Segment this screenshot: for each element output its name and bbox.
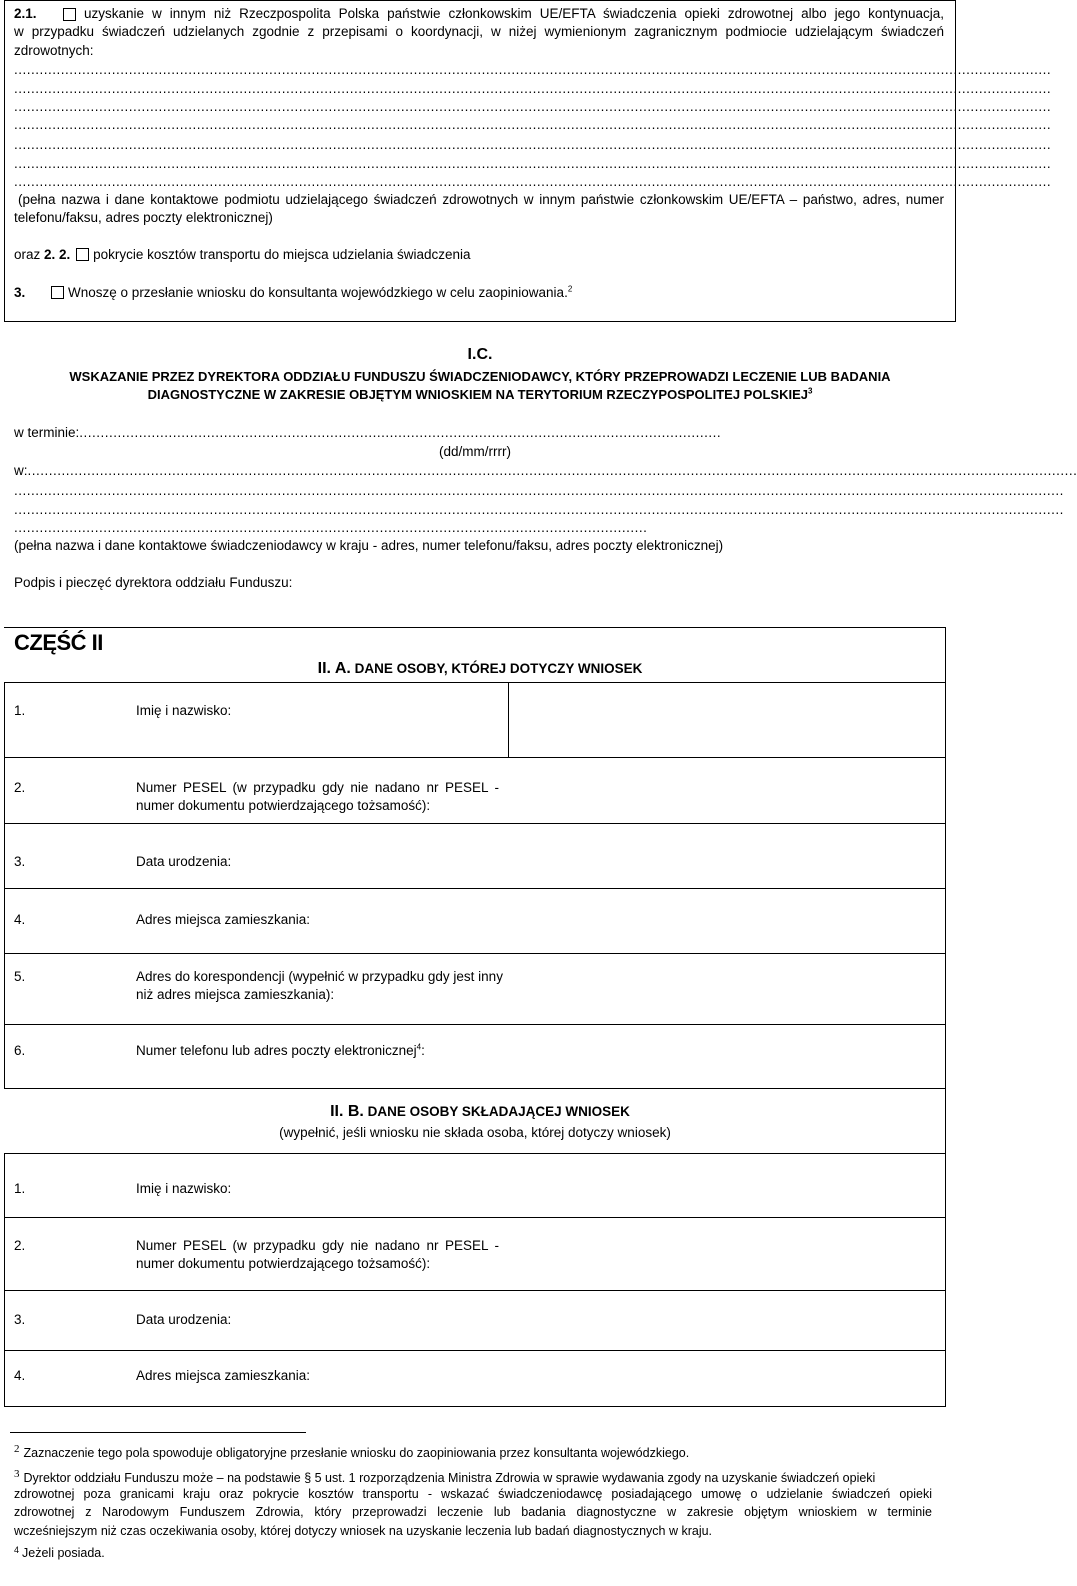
- section-2b-title: DANE OSOBY SKŁADAJĄCEJ WNIOSEK: [367, 1104, 630, 1119]
- row-b2-label-line1: Numer PESEL (w przypadku gdy nie nadano nr PESEL -: [136, 1238, 499, 1253]
- table-b-left-border: [4, 1153, 5, 1407]
- provider-dots-3[interactable]: ....................................................................................................................................................................................................................................................: [14, 99, 1052, 114]
- row-a2-number: 2.: [14, 780, 26, 795]
- transport-number: 2. 2.: [44, 247, 71, 262]
- consultant-row: [14, 285, 572, 300]
- provider-w-row: [14, 463, 1077, 478]
- provider-w-input[interactable]: .......................................................................................................................................................................................................................................................: [27, 463, 1077, 478]
- row-a3-number: 3.: [14, 854, 26, 869]
- table-b-right-border: [945, 1088, 946, 1407]
- table-a-row2-rule: [4, 823, 946, 824]
- provider-dots-2[interactable]: ....................................................................................................................................................................................................................................................: [14, 81, 1052, 96]
- provider-w-note: (pełna nazwa i dane kontaktowe świadczeniodawcy w kraju - adres, numer telefonu/faksu, adres poczty elektronicznej): [14, 538, 724, 553]
- part2-title: CZĘŚĆ II: [14, 630, 103, 655]
- row-a2-label-line2: numer dokumentu potwierdzającego tożsamość):: [136, 798, 431, 813]
- provider-note-line1: (pełna nazwa i dane kontaktowe podmiotu udzielającego świadczeń zdrowotnych w innym państwie członkowskim UE/EFTA – państwo, adres, numer: [18, 192, 944, 207]
- oraz-label: oraz: [14, 247, 41, 262]
- row-a5-label-line2: niż adres miejsca zamieszkania):: [136, 987, 335, 1002]
- term-label: w terminie:: [14, 425, 80, 440]
- section-2b-label: II. B.: [330, 1103, 364, 1120]
- section-1c-title-line1: WSKAZANIE PRZEZ DYREKTORA ODDZIAŁU FUNDUSZU ŚWIADCZENIODAWCY, KTÓRY PRZEPROWADZI LECZENIE LUB BADANIA: [69, 369, 891, 384]
- section-2b-subtitle: (wypełnić, jeśli wniosku nie składa osoba, której dotyczy wniosek): [279, 1125, 671, 1140]
- footnote-2-mark: 2: [14, 1443, 20, 1455]
- row-b4-number: 4.: [14, 1368, 26, 1383]
- footnote-3-mark: 3: [14, 1468, 20, 1480]
- section-1c-footnote-ref: 3: [807, 386, 813, 396]
- row-a6-number: 6.: [14, 1043, 26, 1058]
- provider-note-line2: telefonu/faksu, adres poczty elektronicznej): [14, 210, 273, 225]
- row-a1-number: 1.: [14, 703, 26, 718]
- consultant-number: 3.: [14, 285, 26, 300]
- checkbox-2-1[interactable]: [63, 8, 76, 21]
- row-b3-label: Data urodzenia:: [136, 1312, 232, 1327]
- table-a-header-rule: [4, 682, 946, 683]
- section-2a-heading: [120, 660, 840, 678]
- row-a6-label: Numer telefonu lub adres poczty elektronicznej$^4$:: [136, 1042, 425, 1058]
- table-a-bottom-rule: [4, 1088, 946, 1089]
- provider-w-dots-4[interactable]: .....................................................................................................................................................: [14, 520, 648, 535]
- footnote-4: $^4$ Jeżeli posiada.: [14, 1545, 105, 1560]
- item-2-1-text-line1: uzyskanie w innym niż Rzeczpospolita Polska państwie członkowskim UE/EFTA świadczenia opieki zdrowotnej albo jego kontynuacja,: [84, 6, 944, 21]
- provider-dots-1[interactable]: ....................................................................................................................................................................................................................................................: [14, 62, 1052, 77]
- table-a-row1-rule: [4, 757, 946, 758]
- checkbox-transport[interactable]: [76, 248, 89, 261]
- transport-text: pokrycie kosztów transportu do miejsca udzielania świadczenia: [93, 247, 471, 262]
- row-a4-number: 4.: [14, 912, 26, 927]
- row-a3-label: Data urodzenia:: [136, 854, 232, 869]
- row-b1-label: Imię i nazwisko:: [136, 1181, 232, 1196]
- part2-top-rule: [4, 627, 946, 628]
- table-b-row1-rule: [4, 1217, 946, 1218]
- date-format-hint: (dd/mm/rrrr): [439, 444, 511, 459]
- table-b-bottom-rule: [4, 1406, 946, 1407]
- section-1c-label: I.C.: [467, 346, 493, 363]
- row-a5-label-line1: Adres do korespondencji (wypełnić w przypadku gdy jest inny: [136, 969, 503, 984]
- table-a-row4-rule: [4, 953, 946, 954]
- row-a5-number: 5.: [14, 969, 26, 984]
- table-a-row3-rule: [4, 888, 946, 889]
- row-a2-label-line1: Numer PESEL (w przypadku gdy nie nadano nr PESEL -: [136, 780, 499, 795]
- row-b1-number: 1.: [14, 1181, 26, 1196]
- section-1c-title-line2: DIAGNOSTYCZNE W ZAKRESIE OBJĘTYM WNIOSKIEM NA TERYTORIUM RZECZYPOSPOLITEJ POLSKIEJ$^3$: [147, 386, 813, 402]
- table-a-left-border: [4, 682, 5, 1089]
- transport-row: [14, 247, 471, 262]
- footnote-3-line2: zdrowotnej poza granicami kraju oraz pokrycie kosztów transportu - wskazać świadczeniodawcę posiadającego umowę o udzielanie świadczeń opieki: [14, 1487, 932, 1501]
- provider-dots-7[interactable]: ....................................................................................................................................................................................................................................................: [14, 174, 1052, 189]
- table-b-row3-rule: [4, 1350, 946, 1351]
- row-b2-number: 2.: [14, 1238, 26, 1253]
- item-2-1-number: 2.1.: [14, 6, 37, 21]
- consultant-text: Wnoszę o przesłanie wniosku do konsultanta wojewódzkiego w celu zaopiniowania.: [68, 285, 568, 300]
- director-signature-label: Podpis i pieczęć dyrektora oddziału Funduszu:: [14, 575, 293, 590]
- provider-dots-5[interactable]: ....................................................................................................................................................................................................................................................: [14, 137, 1052, 152]
- footnote-4-mark: 4: [14, 1545, 20, 1555]
- w-label: w:: [14, 463, 28, 478]
- row-b3-number: 3.: [14, 1312, 26, 1327]
- item-2-1-text-line2: w przypadku świadczeń udzielanych zgodnie z przepisami o koordynacji, w niżej wymienionym zagranicznym podmiocie udzielającym świadczeń: [14, 24, 944, 39]
- table-a-right-border: [945, 627, 946, 1089]
- footnote-2: 2 Zaznaczenie tego pola spowoduje obligatoryjne przesłanie wniosku do zaopiniowania przez konsultanta wojewódzkiego.: [14, 1443, 690, 1460]
- term-input[interactable]: .......................................................................................................................................................: [79, 425, 722, 440]
- section-2b-heading: [120, 1103, 840, 1121]
- row-a1-value[interactable]: [512, 686, 942, 754]
- footnote-separator: [10, 1432, 306, 1433]
- checkbox-consultant[interactable]: [51, 286, 64, 299]
- table-a-value-divider: [508, 682, 509, 757]
- footnote-3-line3: zdrowotnej z Narodowym Funduszem Zdrowia, który przeprowadzi leczenie lub badania diagnostyczne w zakresie objętym wnioskiem w terminie: [14, 1505, 932, 1519]
- row-a4-label: Adres miejsca zamieszkania:: [136, 912, 311, 927]
- provider-dots-6[interactable]: ....................................................................................................................................................................................................................................................: [14, 156, 1052, 171]
- table-b-header-rule: [4, 1153, 946, 1154]
- table-a-row5-rule: [4, 1024, 946, 1025]
- provider-w-dots-2[interactable]: .......................................................................................................................................................................................................................................................: [14, 483, 1064, 498]
- term-row: [14, 425, 721, 440]
- provider-w-dots-3[interactable]: .......................................................................................................................................................................................................................................................: [14, 502, 1064, 517]
- provider-dots-4[interactable]: ....................................................................................................................................................................................................................................................: [14, 117, 1052, 132]
- item-2-1-text-line3: zdrowotnych:: [14, 43, 94, 58]
- row-a6-footnote-ref: 4: [416, 1042, 422, 1052]
- row-b2-label-line2: numer dokumentu potwierdzającego tożsamość):: [136, 1256, 431, 1271]
- consultant-footnote-ref: 2: [567, 284, 573, 294]
- section-2a-label: II. A.: [317, 660, 351, 677]
- table-b-row2-rule: [4, 1290, 946, 1291]
- section-2a-title: DANE OSOBY, KTÓREJ DOTYCZY WNIOSEK: [354, 661, 643, 676]
- row-a1-label: Imię i nazwisko:: [136, 703, 232, 718]
- footnote-3-line1: 3 Dyrektor oddziału Funduszu może – na podstawie § 5 ust. 1 rozporządzenia Ministra Zdrowia w sprawie wydawania zgody na uzyskanie świadczeń opieki: [14, 1468, 876, 1485]
- row-b4-label: Adres miejsca zamieszkania:: [136, 1368, 311, 1383]
- footnote-3-line4: wcześniejszym niż czas oczekiwania osoby, której dotyczy wniosek na uzyskanie leczenia lub badań diagnostycznych w kraju.: [14, 1524, 713, 1538]
